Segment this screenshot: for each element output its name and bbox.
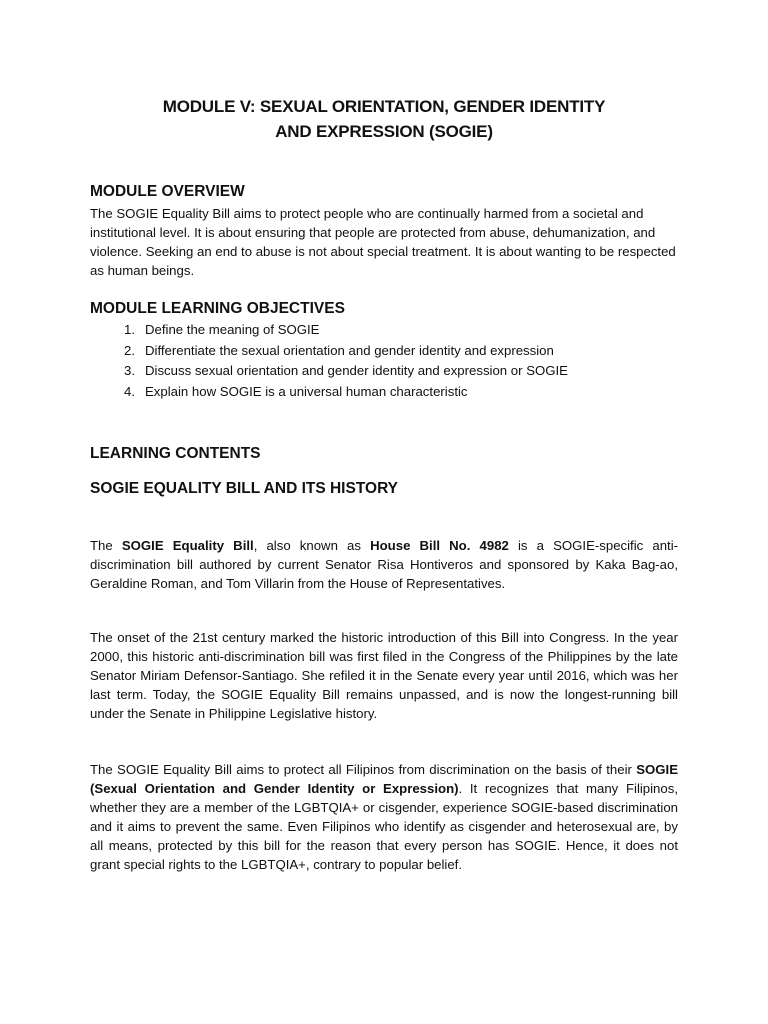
learning-contents-heading: LEARNING CONTENTS	[90, 445, 261, 462]
text-run: . It recognizes that many Filipinos, whether they are a member of the LGBTQIA+ or cisgender, experience SOGIE-based discrimination and it aims to prevent the same. Even Filipinos who identify as cisgender and heterosexual are, by all means, protected by this bill for the reason that every person has SOGIE. Hence, it does not grant special rights to the LGBTQIA+, contrary to popular belief.	[90, 781, 678, 872]
list-number: 3.	[124, 363, 135, 378]
title-line-2: AND EXPRESSION (SOGIE)	[275, 122, 493, 141]
sogie-history-heading: SOGIE EQUALITY BILL AND ITS HISTORY	[90, 480, 399, 497]
paragraph-bill-history: The onset of the 21st century marked the historic introduction of this Bill into Congress. In the year 2000, this historic anti-discrimination bill was first filed in the Congress of the Philippines by the late Senator Miriam Defensor-Santiago. She refiled it in the Senate every year until 2016, which was her last term. Today, the SOGIE Equality Bill remains unpassed, and is now the longest-running bill under the Senate in Philippine Legislative history.	[90, 630, 678, 721]
paragraph-bill-aims	[90, 760, 678, 874]
list-item	[90, 320, 568, 341]
module-overview-heading: MODULE OVERVIEW	[90, 183, 245, 200]
list-text: Define the meaning of SOGIE	[145, 322, 320, 337]
list-number: 2.	[124, 342, 135, 358]
paragraph-bill-intro	[90, 536, 678, 593]
bold-run: SOGIE (Sexual Orientation and Gender Identity or Expression)	[90, 762, 678, 796]
list-number: 4.	[124, 383, 135, 399]
text-run: , also known as	[253, 538, 371, 553]
bold-run: House Bill No. 4982	[370, 538, 509, 553]
page-title	[0, 94, 768, 144]
module-overview-text: The SOGIE Equality Bill aims to protect people who are continually harmed from a societal and institutional level. It is about ensuring that people are protected from abuse, dehumanization, and violence. Seeking an end to abuse is not about special treatment. It is about wanting to be respected as human beings.	[90, 206, 676, 278]
list-item	[90, 382, 568, 403]
title-line-1: MODULE V: SEXUAL ORIENTATION, GENDER IDENTITY	[162, 97, 606, 116]
text-run: The	[90, 538, 122, 553]
list-text: Discuss sexual orientation and gender identity and expression or SOGIE	[145, 363, 568, 378]
learning-objectives-heading: MODULE LEARNING OBJECTIVES	[90, 300, 345, 317]
bold-run: SOGIE Equality Bill	[121, 538, 254, 553]
text-run: The SOGIE Equality Bill aims to protect all Filipinos from discrimination on the basis of their	[90, 762, 637, 777]
list-text: Differentiate the sexual orientation and gender identity and expression	[145, 342, 554, 358]
list-item	[90, 341, 568, 362]
list-number: 1.	[124, 322, 135, 337]
list-item	[90, 361, 568, 382]
list-text: Explain how SOGIE is a universal human characteristic	[145, 383, 468, 399]
text-run: is a SOGIE-specific anti-discrimination bill authored by current Senator Risa Hontiveros and sponsored by Kaka Bag-ao, Geraldine Roman, and Tom Villarin from the House of Representatives.	[90, 538, 679, 591]
objectives-list	[90, 320, 568, 402]
